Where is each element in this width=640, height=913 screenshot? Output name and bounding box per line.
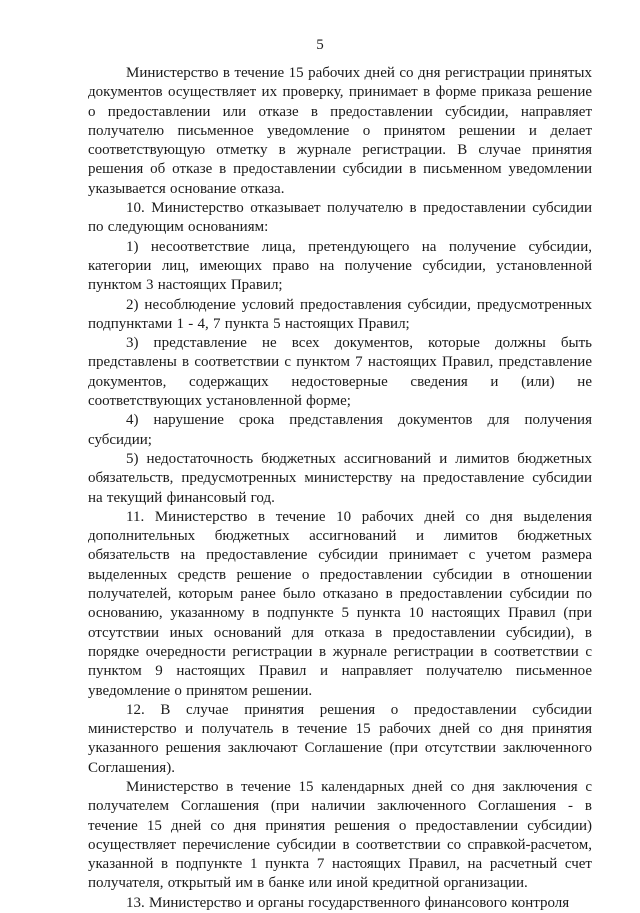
paragraph-refusal-ground-5: 5) недостаточность бюджетных ассигнований и лимитов бюджетных обязательств, предусмотренных министерству на предоставление субсидии на текущий финансовый год. <box>88 450 592 506</box>
paragraph-refusal-ground-1: 1) несоответствие лица, претендующего на получение субсидии, категории лиц, имеющих право на получение субсидии, установленной пунктом 3 настоящих Правил; <box>88 238 592 294</box>
paragraph-additional-allocations: 11. Министерство в течение 10 рабочих дней со дня выделения дополнительных бюджетных ассигнований и лимитов бюджетных обязательств на предоставление субсидии принимает с учетом размера выделенных средств решение о предоставлении субсидии в отношении получателей, которым ранее было отказано в предоставлении субсидии по основанию, указанному в подпункте 5 пункта 10 настоящих Правил (при отсутствии иных оснований для отказа в предоставлении субсидии), в порядке очередности регистрации в журнале регистрации в соответствии с пунктом 9 настоящих Правил и направляет получателю письменное уведомление о принятом решении. <box>88 508 592 699</box>
paragraph-agreement: 12. В случае принятия решения о предоставлении субсидии министерство и получатель в течение 15 рабочих дней со дня принятия указанного решения заключают Соглашение (при отсутствии заключенного Соглашения). <box>88 701 592 776</box>
page-number: 5 <box>316 37 324 53</box>
document-body <box>88 64 592 913</box>
paragraph-financial-control: 13. Министерство и органы государственного финансового контроля <box>126 894 570 911</box>
paragraph-ministry-review: Министерство в течение 15 рабочих дней со дня регистрации принятых документов осуществляет их проверку, принимает в форме приказа решение о предоставлении или отказе в предоставлении субсидии, направляет получателю письменное уведомление о принятом решении и делает соответствующую отметку в журнале регистрации. В случае принятия решения об отказе в предоставлении субсидии в письменном уведомлении указывается основание отказа. <box>88 65 592 197</box>
paragraph-subsidy-transfer: Министерство в течение 15 календарных дней со дня заключения с получателем Соглашения (при наличии заключенного Соглашения - в течение 15 дней со дня принятия решения о предоставлении субсидии) осуществляет перечисление субсидии в соответствии со справкой-расчетом, указанной в подпункте 1 пункта 7 настоящих Правил, на расчетный счет получателя, открытый им в банке или иной кредитной организации. <box>88 778 592 892</box>
paragraph-refusal-ground-3: 3) представление не всех документов, которые должны быть представлены в соответствии с пунктом 7 настоящих Правил, представление документов, содержащих недостоверные сведения и (или) не соответствующих установленной форме; <box>88 335 592 410</box>
paragraph-refusal-ground-4: 4) нарушение срока представления документов для получения субсидии; <box>88 412 592 448</box>
paragraph-refusal-ground-2: 2) несоблюдение условий предоставления субсидии, предусмотренных подпунктами 1 - 4, 7 пункта 5 настоящих Правил; <box>88 296 592 332</box>
paragraph-refusal-grounds-intro: 10. Министерство отказывает получателю в предоставлении субсидии по следующим основаниям: <box>88 200 592 236</box>
